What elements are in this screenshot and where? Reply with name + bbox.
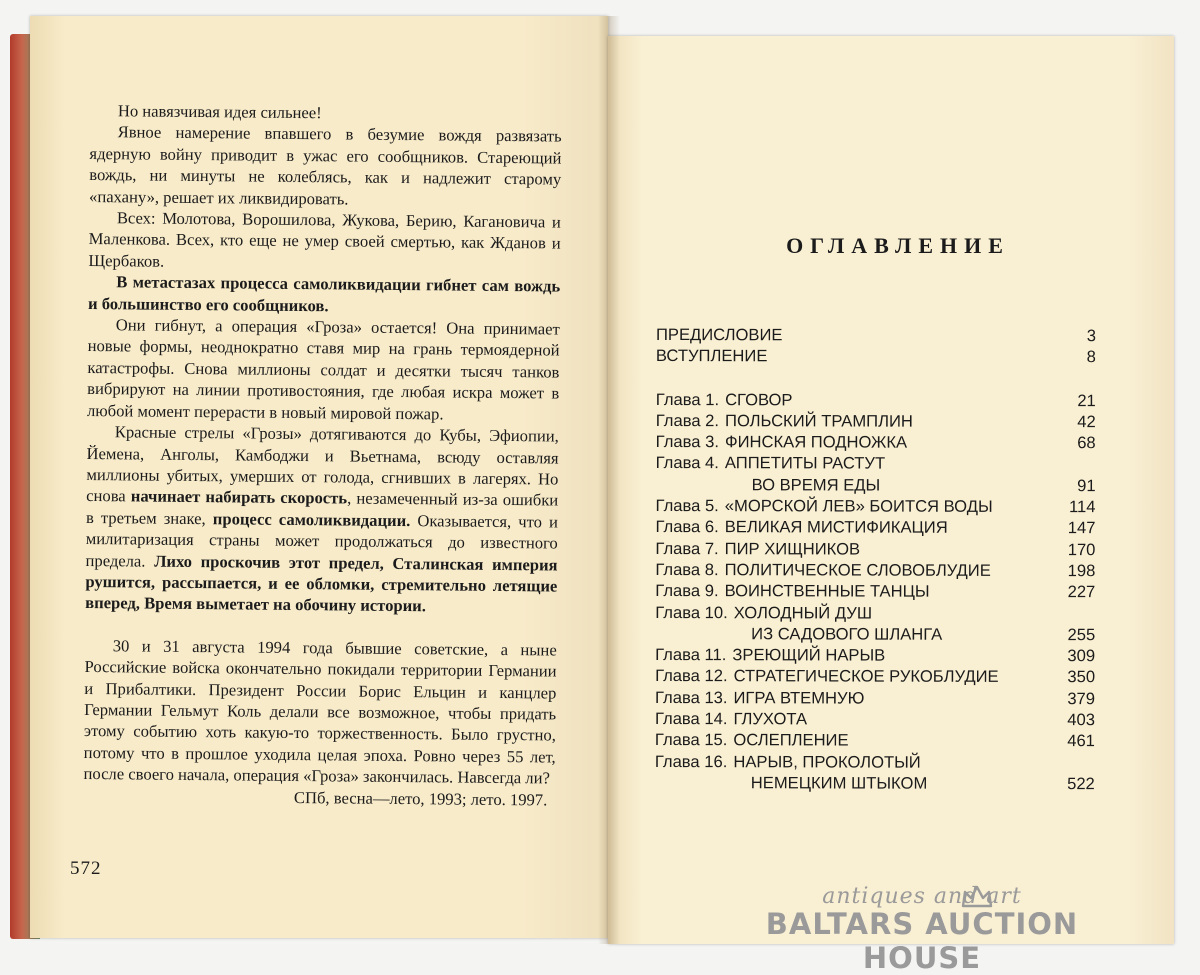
toc-entry-heading: [656, 389, 1056, 411]
crown-icon: [960, 884, 994, 910]
chapter-title: ПОЛЬСКИЙ ТРАМПЛИН: [725, 411, 913, 431]
text-run: Всех: Молотова, Ворошилова, Жукова, Берию, Кагановича и Маленкова. Всех, кто еще не умер своей смертью, как Жданов и Щербаков.: [88, 208, 561, 271]
bold-text: Лихо проскочив этот предел, Сталинская империя рушится, рассыпается, и ее обломки, стремительно летящие вперед, Время выметает на обочину истории.: [85, 551, 558, 616]
bold-text: начинает набирать скорость: [130, 486, 348, 508]
chapter-title: ИГРА ВТЕМНУЮ: [733, 687, 865, 708]
toc-entry-page: 3: [1086, 326, 1096, 346]
toc-entry-continuation: [655, 623, 1095, 645]
toc-entry-page: 227: [1067, 582, 1096, 602]
book-gutter: [598, 16, 620, 944]
text-run: , незамеченный из-за ошибки в третьем знаке,: [85, 488, 559, 528]
toc-entry: [655, 751, 1095, 773]
toc-entry-page: 91: [1077, 475, 1096, 495]
paragraph: [85, 421, 559, 618]
paragraph: [88, 207, 561, 276]
chapter-label: Глава 13.: [654, 687, 728, 707]
toc-entry-page: 198: [1067, 561, 1096, 581]
toc-entry-page: 255: [1067, 624, 1096, 645]
toc-entry: [655, 644, 1095, 666]
toc-entry-title: ВСТУПЛЕНИЕ: [655, 346, 768, 366]
chapter-title: АППЕТИТЫ РАСТУТ: [724, 453, 886, 474]
toc-entry-heading: [656, 410, 1056, 432]
toc-entry-heading: [655, 538, 1055, 560]
chapter-title: СТРАТЕГИЧЕСКОЕ РУКОБЛУДИЕ: [733, 666, 999, 687]
toc-entry: [656, 324, 1096, 346]
chapter-title: ХОЛОДНЫЙ ДУШ: [733, 602, 873, 623]
bold-text: процесс самоликвидации.: [212, 508, 411, 530]
toc-entry: [655, 602, 1095, 624]
watermark-name: BALTARS AUCTION HOUSE: [765, 907, 1079, 975]
toc-entry: [655, 687, 1095, 709]
toc-entry-continuation: [655, 772, 1095, 794]
toc-entry-heading: [656, 452, 1056, 474]
chapter-title-continued: НЕМЕЦКИМ ШТЫКОМ: [750, 773, 928, 793]
text-run: Явное намерение впавшего в безумие вождя развязать ядерную войну приводит в ужас его сообщников. Стареющий вождь, ни минуты не колеблясь, как и надлежит старому «пахану», решает их ликвидировать.: [88, 122, 562, 209]
text-run: Красные стрелы «Грозы» дотягиваются до Кубы, Эфиопии, Йемена, Анголы, Камбоджи и Вьетнама, всюду оставляя миллионы убитых, умерших от голода, сгнивших в лагерях. Но снова: [86, 422, 559, 506]
text-run: Оказывается, что и милитаризация страны может продолжаться до известного предела.: [85, 510, 559, 571]
chapter-title: ЗРЕЮЩИЙ НАРЫВ: [732, 645, 886, 665]
toc-entry: [655, 516, 1095, 538]
paragraph: [89, 121, 562, 211]
chapter-label: Глава 12.: [655, 666, 728, 686]
toc-entry: [656, 345, 1096, 367]
toc-entry: [655, 580, 1095, 602]
toc-gap: [656, 367, 1096, 390]
toc-entry: [655, 559, 1095, 581]
chapter-title: НАРЫВ, ПРОКОЛОТЫЙ: [733, 751, 921, 772]
signature-line: [83, 785, 555, 811]
toc-entry: [656, 431, 1096, 453]
chapter-title: «МОРСКОЙ ЛЕВ» БОИТСЯ ВОДЫ: [724, 496, 993, 516]
chapter-title: ПИР ХИЩНИКОВ: [724, 538, 861, 559]
toc-entry-page: 170: [1067, 539, 1096, 559]
chapter-label: Глава 9.: [655, 581, 719, 601]
paragraph: [87, 314, 560, 426]
toc-entry-heading: [655, 602, 1055, 624]
chapter-label: Глава 10.: [655, 602, 728, 622]
left-page-text: [83, 100, 562, 810]
toc-entry-page: 309: [1067, 646, 1096, 666]
toc-entry-heading: [655, 708, 1055, 730]
table-of-contents: [655, 324, 1096, 794]
toc-title: ОГЛАВЛЕНИЕ: [786, 233, 1010, 258]
toc-entry-heading: [655, 495, 1055, 517]
chapter-label: Глава 16.: [654, 751, 728, 771]
chapter-title: ВОИНСТВЕННЫЕ ТАНЦЫ: [724, 581, 930, 601]
toc-entry-title: ПРЕДИСЛОВИЕ: [655, 325, 783, 345]
text-run: Они гибнут, а операция «Гроза» остается! Она принимает новые формы, неоднократно ставя мир на грань термоядерной катастрофы. Снова миллионы солдат и десятки тысяч танков вибрируют на линии противостояния, где любая искра может в любой момент перерасти в новый мировой пожар.: [86, 315, 560, 424]
chapter-title-continued: ИЗ САДОВОГО ШЛАНГА: [751, 624, 943, 644]
toc-entry: [655, 708, 1095, 730]
toc-entry: [655, 538, 1095, 560]
page-number: 572: [70, 858, 102, 879]
bold-text: В метастазах процесса самоликвидации гибнет сам вождь и большинство его сообщников.: [87, 272, 561, 315]
chapter-title: ОСЛЕПЛЕНИЕ: [733, 730, 849, 750]
toc-entry-heading: [655, 644, 1055, 666]
chapter-label: Глава 8.: [655, 559, 719, 580]
text-run: Но навязчивая идея сильнее!: [117, 101, 322, 123]
toc-entry-page: 147: [1067, 518, 1096, 538]
toc-entry-page: 21: [1077, 390, 1096, 410]
chapter-label: Глава 2.: [655, 410, 720, 431]
chapter-title: СГОВОР: [725, 389, 793, 409]
chapter-label: Глава 3.: [655, 432, 719, 452]
toc-entry-heading: [656, 431, 1056, 453]
watermark-tagline: antiques and art: [822, 884, 1022, 909]
toc-entry-heading: [655, 687, 1055, 709]
toc-entry-page: 68: [1077, 433, 1096, 453]
toc-entry-heading: [655, 729, 1055, 751]
toc-entry-page: 379: [1067, 688, 1096, 708]
watermark: [722, 884, 1122, 975]
chapter-title: ФИНСКАЯ ПОДНОЖКА: [724, 432, 908, 452]
text-run: 30 и 31 августа 1994 года бывшие советские, а ныне Российские войска окончательно покидали территории Германии и Прибалтики. Президент России Борис Ельцин и канцлер Германии Гельмут Коль делали все возможное, чтобы придать этому событию хоть какую-то торжественность. Было грустно, потому что в прошлое уходила целая эпоха. Ровно через 55 лет, после своего начала, операция «Гроза» закончилась. Навсегда ли?: [83, 635, 557, 788]
toc-entry-page: 403: [1067, 710, 1095, 730]
toc-entry-page: 461: [1067, 731, 1095, 751]
toc-entry-page: 350: [1067, 667, 1096, 687]
toc-entry: [655, 729, 1095, 751]
toc-entry-heading: [655, 580, 1055, 602]
chapter-title: ПОЛИТИЧЕСКОЕ СЛОВОБЛУДИЕ: [724, 560, 991, 580]
chapter-label: Глава 6.: [655, 517, 719, 537]
paragraph: [83, 635, 556, 789]
chapter-title-continued: ВО ВРЕМЯ ЕДЫ: [751, 475, 881, 495]
chapter-label: Глава 5.: [655, 496, 719, 516]
toc-entry: [655, 665, 1095, 687]
chapter-title: ВЕЛИКАЯ МИСТИФИКАЦИЯ: [724, 517, 948, 538]
toc-entry-continuation: [656, 474, 1096, 496]
chapter-label: Глава 7.: [655, 538, 719, 558]
toc-entry-page: 42: [1077, 411, 1096, 432]
toc-entry: [656, 410, 1096, 432]
toc-entry-heading: [655, 516, 1055, 538]
toc-entry-heading: [655, 665, 1055, 687]
chapter-label: Глава 4.: [655, 453, 719, 473]
toc-entry: [656, 389, 1096, 411]
toc-entry-page: 8: [1086, 347, 1096, 367]
text-run: СПб, весна—лето, 1993; лето. 1997.: [293, 787, 548, 810]
toc-entry-heading: [655, 559, 1055, 581]
chapter-label: Глава 11.: [655, 645, 727, 665]
toc-entry-page: 114: [1069, 497, 1096, 517]
toc-entry-page: 522: [1067, 774, 1095, 794]
chapter-label: Глава 14.: [654, 709, 728, 729]
chapter-label: Глава 15.: [654, 730, 728, 750]
toc-entry: [656, 452, 1096, 474]
chapter-label: Глава 1.: [655, 389, 720, 409]
toc-entry-heading: [655, 751, 1055, 773]
toc-entry: [655, 495, 1095, 517]
chapter-title: ГЛУХОТА: [733, 709, 808, 729]
paragraph: [88, 271, 560, 318]
